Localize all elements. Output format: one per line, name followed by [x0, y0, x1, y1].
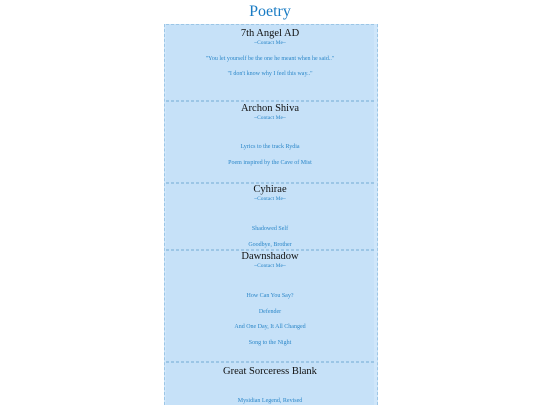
author-name: Dawnshadow [241, 251, 299, 262]
author-list [164, 24, 378, 405]
contact-me-link[interactable]: ~Contact Me~ [254, 115, 286, 121]
poem-link[interactable]: Goodbye, Brother [248, 242, 292, 248]
author-entry-cyhirae [166, 183, 374, 250]
poem-link[interactable]: Defender [258, 309, 282, 315]
poem-link[interactable]: "You let yourself be the one he meant when he said.." [205, 56, 335, 62]
author-entry-archon-shiva [166, 101, 374, 183]
author-entry-dawnshadow [166, 250, 374, 362]
author-name: Great Sorceress Blank [223, 366, 317, 377]
page-title: Poetry [249, 3, 291, 20]
author-entry-7th-angel-ad [166, 24, 374, 101]
author-name: 7th Angel AD [240, 28, 300, 39]
poem-link[interactable]: Song to the Night [248, 340, 292, 346]
contact-me-link[interactable]: ~Contact Me~ [254, 196, 286, 202]
poem-link[interactable]: Lyrics to the track Rydia [240, 144, 300, 150]
contact-me-link[interactable]: ~Contact Me~ [254, 263, 286, 269]
contact-me-link[interactable]: ~Contact Me~ [254, 40, 286, 46]
author-name: Cyhirae [253, 184, 287, 195]
author-entry-great-sorceress-blank [166, 362, 374, 405]
poem-link[interactable]: Shadowed Self [251, 226, 289, 232]
poem-link[interactable]: Mysidian Legend, Revised [237, 398, 303, 404]
poem-link[interactable]: Poem inspired by the Cave of Mist [228, 160, 312, 166]
poem-link[interactable]: "I don't know why I feel this way.." [227, 71, 313, 77]
author-name: Archon Shiva [240, 103, 300, 114]
poem-link[interactable]: And One Day, It All Changed [234, 324, 306, 330]
poem-link[interactable]: How Can You Say? [246, 293, 294, 299]
